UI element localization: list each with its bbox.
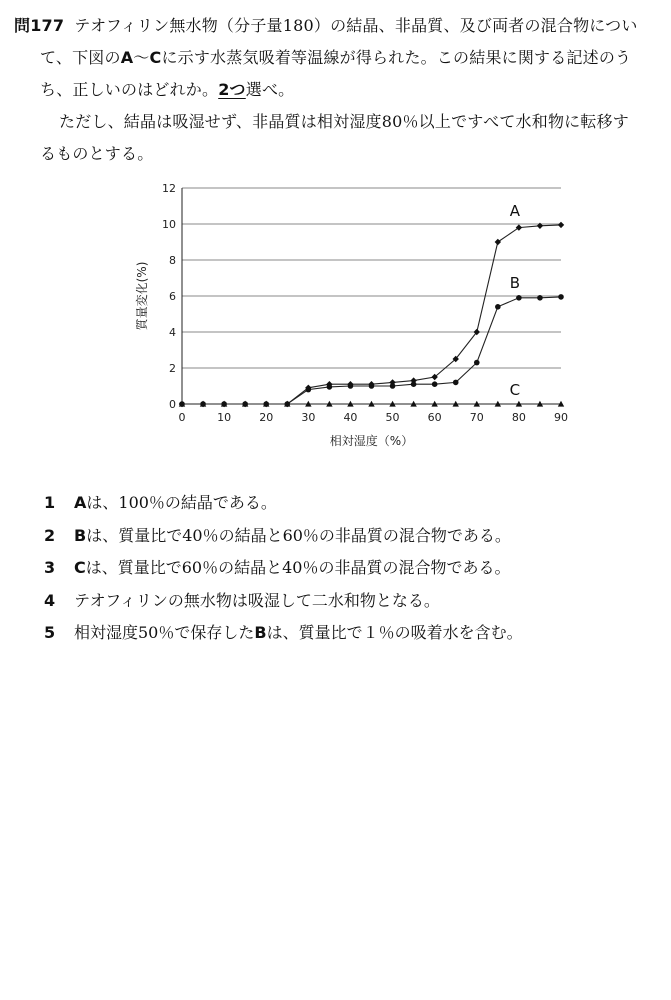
data-point-a (495, 239, 501, 245)
sorption-isotherm-chart (132, 178, 582, 453)
question-text-1: テオフィリン無水物（分子量180）の結晶、非晶質、及び両者の混合物につい (74, 16, 638, 35)
data-point-b (495, 304, 501, 310)
label-c-inline: C (149, 48, 162, 67)
x-tick-label: 20 (259, 411, 274, 424)
option-text: テオフィリンの無水物は吸湿して二水和物となる。 (74, 590, 440, 610)
y-axis-label: 質量変化(%) (135, 261, 149, 331)
question-line-5 (14, 138, 664, 170)
data-point-b (516, 295, 522, 301)
option-4 (44, 585, 523, 618)
x-tick-label: 0 (178, 411, 186, 424)
answer-count: 2つ (218, 80, 246, 99)
question-line-2 (14, 42, 664, 74)
question-text-5: るものとする。 (40, 144, 154, 163)
option-number: 5 (44, 623, 56, 642)
option-text: は、100％の結晶である。 (86, 493, 277, 512)
option-text: 相対湿度50％で保存した (74, 623, 255, 642)
question-number: 問177 (14, 16, 65, 35)
answer-options (44, 487, 523, 650)
data-point-a (516, 224, 522, 230)
option-5 (44, 617, 523, 650)
data-point-b (390, 383, 396, 389)
data-point-b (306, 387, 312, 393)
option-text: は、質量比で60％の結晶と40％の非晶質の混合物である。 (85, 558, 511, 577)
data-point-a (558, 222, 564, 228)
series-a (179, 202, 564, 407)
option-sample-label: A (74, 493, 87, 512)
data-point-b (411, 381, 417, 387)
option-sample-label: C (74, 558, 86, 577)
y-tick-label: 8 (169, 254, 176, 267)
option-number: 4 (44, 590, 56, 610)
option-2 (44, 520, 523, 553)
x-tick-label: 70 (469, 411, 484, 424)
label-a-inline: A (120, 48, 134, 67)
data-point-b (474, 360, 480, 366)
option-number: 3 (44, 558, 56, 577)
option-text: は、質量比で１％の吸着水を含む。 (266, 623, 523, 642)
series-label-a: A (509, 201, 521, 220)
y-tick-label: 0 (169, 398, 176, 411)
option-number: 1 (44, 493, 56, 512)
x-tick-label: 40 (343, 411, 358, 424)
question-text-2a: て、下図の (40, 48, 121, 67)
option-text: は、質量比で40％の結晶と60％の非晶質の混合物である。 (86, 525, 511, 545)
y-tick-label: 4 (169, 326, 176, 339)
y-tick-label: 2 (169, 362, 176, 375)
data-point-b (558, 294, 564, 300)
option-sample-label: B (254, 623, 267, 642)
data-point-b (453, 380, 459, 386)
x-tick-label: 80 (511, 411, 526, 424)
question-text-3a: ち、正しいのはどれか。 (40, 80, 219, 99)
series-line-a (182, 225, 561, 404)
x-tick-label: 60 (427, 411, 442, 424)
data-point-b (432, 381, 438, 387)
data-point-b (348, 383, 354, 389)
y-tick-label: 12 (162, 182, 176, 195)
question-text-2b: に示す水蒸気吸着等温線が得られた。この結果に関する記述のう (161, 48, 632, 67)
question-stem (14, 10, 664, 170)
x-tick-label: 30 (301, 411, 316, 424)
question-text-3b: 選べ。 (245, 80, 295, 99)
series-label-c: C (509, 381, 521, 399)
x-tick-label: 10 (217, 411, 232, 424)
option-number: 2 (44, 525, 56, 545)
x-tick-label: 90 (554, 411, 568, 424)
x-axis-label: 相対湿度（%） (329, 434, 414, 448)
question-text-4: ただし、結晶は吸湿せず、非晶質は相対湿度80％以上ですべて水和物に転移す (59, 112, 629, 131)
series-b (179, 274, 564, 407)
question-line-1 (14, 10, 664, 42)
series-label-b: B (509, 273, 521, 292)
option-3 (44, 552, 523, 585)
data-point-b (369, 383, 375, 389)
y-tick-label: 10 (162, 218, 176, 231)
option-1 (44, 487, 523, 520)
option-sample-label: B (74, 525, 87, 545)
x-tick-label: 50 (385, 411, 400, 424)
data-point-b (537, 295, 543, 301)
question-line-4 (14, 106, 664, 138)
y-tick-label: 6 (169, 290, 176, 303)
tilde: ～ (133, 48, 150, 67)
data-point-b (327, 384, 333, 390)
question-line-3 (14, 74, 664, 106)
